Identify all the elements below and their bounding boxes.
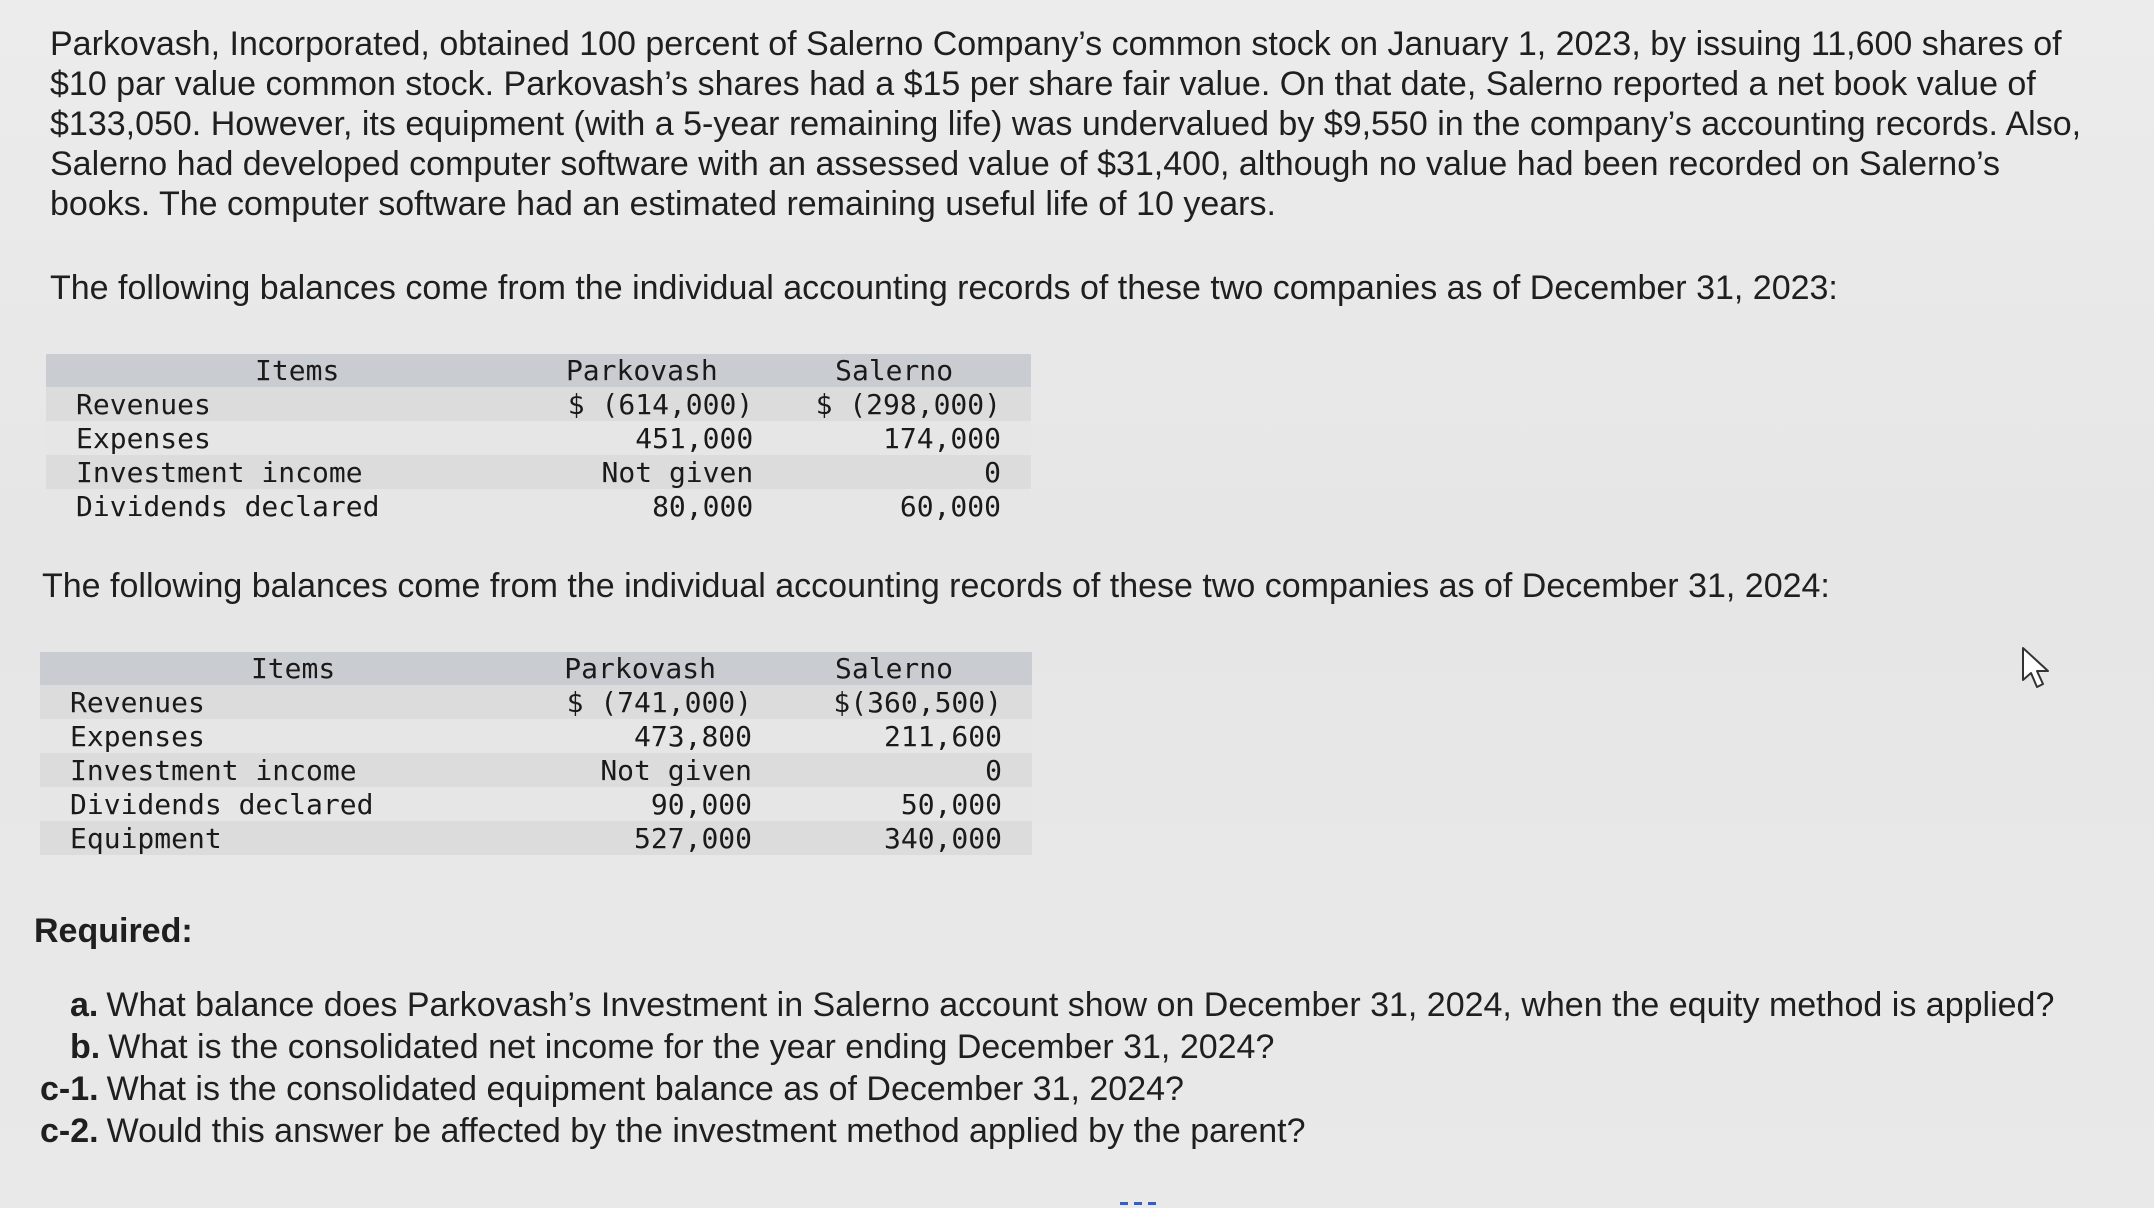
salerno-value: 174,000: [781, 421, 1031, 455]
salerno-value: 340,000: [780, 821, 1032, 855]
parkovash-value: 90,000: [522, 787, 780, 821]
salerno-value: $(360,500): [780, 685, 1032, 719]
item-label: Dividends declared: [46, 489, 524, 523]
table-row: [46, 455, 1031, 489]
item-label: Revenues: [40, 685, 522, 719]
column-header-parkovash: Parkovash: [524, 354, 781, 387]
table-row: [40, 753, 1032, 787]
salerno-value: 0: [781, 455, 1031, 489]
question-item: [40, 1110, 2054, 1152]
column-header-items: Items: [40, 652, 522, 685]
question-item: [40, 1068, 2054, 1110]
table-header-row: [40, 652, 1032, 685]
parkovash-value: 527,000: [522, 821, 780, 855]
question-item: [40, 984, 2054, 1026]
question-label: b.: [70, 1028, 101, 1066]
parkovash-value: Not given: [522, 753, 780, 787]
parkovash-value: 451,000: [524, 421, 781, 455]
column-header-parkovash: Parkovash: [522, 652, 780, 685]
mouse-pointer-icon: [2020, 646, 2054, 690]
salerno-value: 0: [780, 753, 1032, 787]
item-label: Equipment: [40, 821, 522, 855]
parkovash-value: $ (614,000): [524, 387, 781, 421]
balances-table-2024: [40, 652, 1032, 855]
column-header-salerno: Salerno: [780, 652, 1032, 685]
column-header-items: Items: [46, 354, 524, 387]
balances-2024-intro: The following balances come from the individual accounting records of these two companies as of December 31, 2024:: [42, 567, 1830, 605]
question-text: What is the consolidated net income for the year ending December 31, 2024?: [108, 1028, 1275, 1066]
question-label: a.: [70, 986, 99, 1024]
salerno-value: 211,600: [780, 719, 1032, 753]
column-header-salerno: Salerno: [781, 354, 1031, 387]
question-label: c-2.: [40, 1112, 99, 1150]
table-row: [40, 787, 1032, 821]
required-questions-list: [40, 984, 2054, 1152]
salerno-value: 50,000: [780, 787, 1032, 821]
balances-2023-intro: The following balances come from the individual accounting records of these two companies as of December 31, 2023:: [50, 269, 1838, 307]
question-text: Would this answer be affected by the investment method applied by the parent?: [106, 1112, 1306, 1150]
parkovash-value: 80,000: [524, 489, 781, 523]
parkovash-value: Not given: [524, 455, 781, 489]
salerno-value: 60,000: [781, 489, 1031, 523]
intro-paragraph: Parkovash, Incorporated, obtained 100 percent of Salerno Company’s common stock on January 1, 2023, by issuing 11,600 shares of $10 par value common stock. Parkovash’s shares had a $15 per share fair value. On that date, Salerno reported a net book value of $133,050. However, its equipment (with a 5-year remaining life) was undervalued by $9,550 in the company’s accounting records. Also, Salerno had developed computer software with an assessed value of $31,400, although no value had been recorded on Salerno’s books. The computer software had an estimated remaining useful life of 10 years.: [50, 25, 2082, 223]
item-label: Investment income: [40, 753, 522, 787]
item-label: Expenses: [46, 421, 524, 455]
balances-table-2023: [46, 354, 1031, 523]
question-text: What is the consolidated equipment balance as of December 31, 2024?: [106, 1070, 1184, 1108]
item-label: Expenses: [40, 719, 522, 753]
item-label: Revenues: [46, 387, 524, 421]
table-row: [46, 387, 1031, 421]
table-row: [46, 489, 1031, 523]
parkovash-value: $ (741,000): [522, 685, 780, 719]
salerno-value: $ (298,000): [781, 387, 1031, 421]
table-header-row: [46, 354, 1031, 387]
question-item: [40, 1026, 2054, 1068]
table-row: [46, 421, 1031, 455]
item-label: Dividends declared: [40, 787, 522, 821]
parkovash-value: 473,800: [522, 719, 780, 753]
table-row: [40, 685, 1032, 719]
table-row: [40, 719, 1032, 753]
question-text: What balance does Parkovash’s Investment in Salerno account show on December 31, 2024, when the equity method is applied?: [106, 986, 2055, 1024]
table-row: [40, 821, 1032, 855]
required-heading: Required:: [34, 912, 193, 950]
item-label: Investment income: [46, 455, 524, 489]
bottom-divider: [1120, 1202, 1160, 1205]
question-label: c-1.: [40, 1070, 99, 1108]
